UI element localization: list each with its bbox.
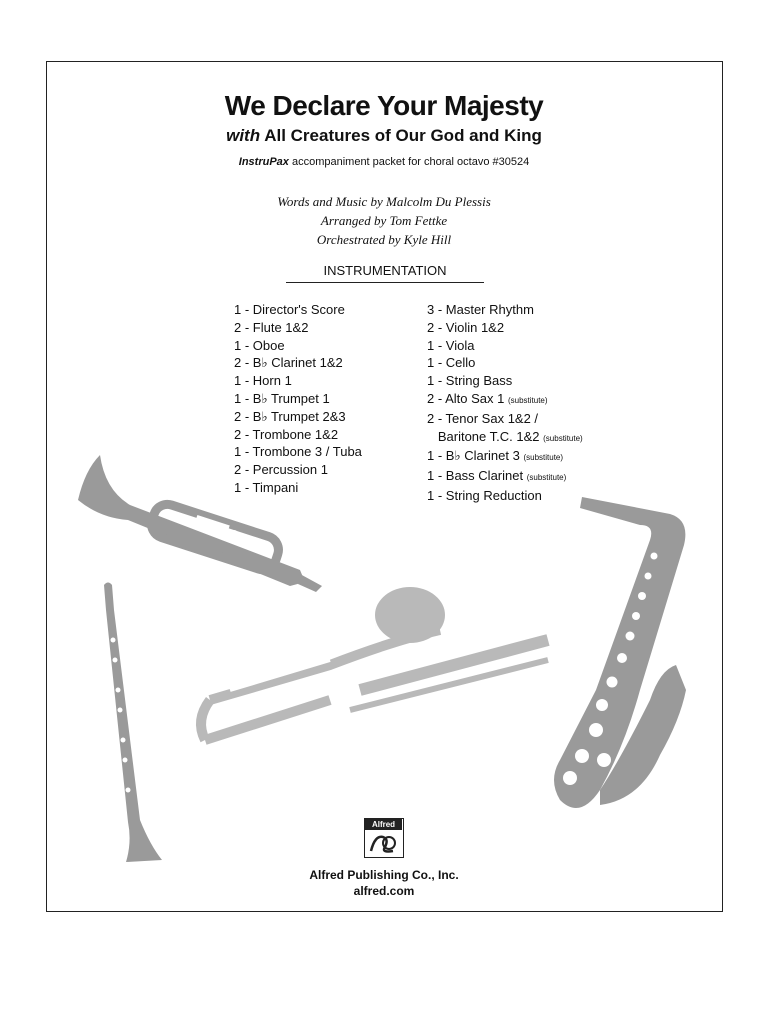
saxophone-icon [554,497,686,808]
instrument-item [234,479,362,497]
instrument-label: 2 - Flute 1&2 [234,319,309,335]
instrument-label: 2 - Tenor Sax 1&2 / [427,410,539,426]
instrument-label: 2 - B♭ Trumpet 2&3 [234,408,346,424]
credit-words: Words and Music by Malcolm Du Plessis [277,194,491,209]
instrument-item [234,301,362,319]
instrument-label: 2 - Alto Sax 1 [427,390,505,406]
trombone-icon [201,587,548,740]
instrument-item [427,487,583,505]
instrument-item [234,372,362,390]
instrument-item [427,447,583,467]
logo-emblem-icon [365,831,402,857]
instrument-item [234,354,362,372]
instrument-label: 1 - Cello [427,355,476,371]
instrument-label: 1 - String Bass [427,373,513,389]
packet-brand: InstruPax [238,156,289,168]
instrument-list-right [427,301,583,505]
instrument-item [427,301,583,319]
instrument-label: 1 - Viola [427,337,475,353]
instrument-note: (substitute) [543,433,583,443]
logo-text: Alfred [365,819,402,830]
instrument-item [427,410,583,428]
instrument-label: 1 - B♭ Clarinet 3 [427,448,520,464]
instrument-label: 1 - Horn 1 [234,373,292,389]
credits [0,192,768,249]
packet-line [0,156,768,168]
publisher-url: alfred.com [353,884,415,898]
publisher-name: Alfred Publishing Co., Inc. [309,868,459,882]
subtitle-with: with [226,126,261,145]
instrument-label: 2 - Violin 1&2 [427,319,505,335]
subtitle [0,126,768,146]
instrument-label: 1 - Timpani [234,479,299,495]
instrument-item [234,443,362,461]
instrument-item [234,408,362,426]
instrument-label: 1 - Trombone 3 / Tuba [234,444,362,460]
clarinet-icon [104,583,162,863]
packet-text: accompaniment packet for choral octavo #30524 [288,156,530,168]
instrument-item [427,372,583,390]
instrument-label: 2 - Trombone 1&2 [234,426,339,442]
instrument-label: 3 - Master Rhythm [427,302,534,317]
publisher-logo [364,818,404,858]
instrument-item [427,428,583,448]
instrument-item [427,319,583,337]
instrument-label: 1 - String Reduction [427,487,542,503]
instrument-note: (substitute) [507,395,548,405]
instrument-label: 1 - Oboe [234,337,285,353]
instrument-item [234,337,362,355]
credit-orchestrated: Orchestrated by Kyle Hill [316,232,452,247]
instrument-label: 2 - B♭ Clarinet 1&2 [234,355,343,371]
instrument-label: 1 - Bass Clarinet [427,468,524,484]
instrument-item [427,354,583,372]
instrumentation-heading: INSTRUMENTATION [286,263,484,283]
instrument-note: (substitute) [523,453,564,463]
instrument-item [427,390,583,410]
instrument-item [234,390,362,408]
page-title: We Declare Your Majesty [224,90,544,121]
instrument-label: 1 - B♭ Trumpet 1 [234,390,330,406]
subtitle-rest: All Creatures of Our God and King [264,126,542,145]
credit-arranged: Arranged by Tom Fettke [320,213,448,228]
instrument-item [234,461,362,479]
instrument-item [234,426,362,444]
instrument-note: (substitute) [526,473,567,483]
instrument-item [427,467,583,487]
instrument-list-left [234,301,362,497]
instrument-item [234,319,362,337]
instrument-label: Baritone T.C. 1&2 [427,428,540,444]
instrument-label: 2 - Percussion 1 [234,462,328,478]
instrument-label: 1 - Director's Score [234,302,345,317]
instrument-item [427,337,583,355]
